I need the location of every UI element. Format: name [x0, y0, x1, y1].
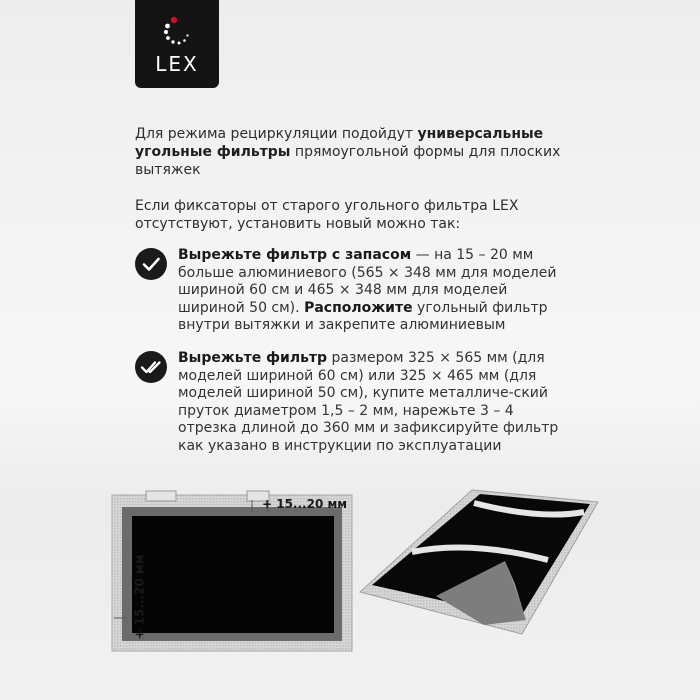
step-1-text-1: — на 15 – 20 мм больше алюминиевого (565 × 348 мм для моделей шириной 60 см и 465 × 348 мм для моделей шириной 50 см). — [178, 247, 557, 316]
step-1-bold-2: Расположите — [304, 299, 413, 316]
intro-text-2: прямоугольной формы для плоских вытяжек — [135, 144, 561, 178]
step-1-bold-1: Вырежьте фильтр с запасом — [178, 247, 412, 263]
intro-bold: универсальные угольные фильтры — [135, 126, 544, 160]
intro-text-1: Для режима рециркуляции подойдут — [135, 126, 418, 142]
step-2-text-1: размером 325 × 565 мм (для моделей шириной 60 см) или 325 × 465 мм (для моделей шириной 50 см), купите металличе-ский пруток диаметром 1,5 – 2 мм, нарежьте 3 – 4 отрезка длиной до 360 мм и зафиксируйте фильтр как указано в инструкции по эксплуатации — [178, 350, 559, 454]
step-2-bold-1: Вырежьте фильтр — [178, 350, 328, 366]
step-1-text-2: угольный фильтр внутри вытяжки и закрепите алюминиевым — [178, 299, 548, 333]
logo-text: LEX — [155, 52, 199, 76]
dimension-vertical-label: + 15...20 мм — [132, 554, 147, 640]
flat-filter-diagram — [112, 491, 352, 651]
note-paragraph: Если фиксаторы от старого угольного фильтра LEX отсутствуют, установить новый можно так: — [135, 198, 519, 232]
dimension-horizontal-label: + 15...20 мм — [262, 497, 348, 511]
perspective-filter-diagram — [360, 490, 598, 634]
